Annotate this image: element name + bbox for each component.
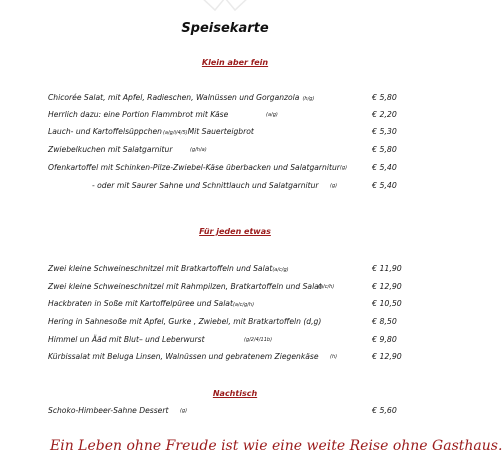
item-allergen: (a/c/g/h) [232,302,255,308]
item-name: Lauch- und Kartoffelsüppchen [48,127,162,136]
item-allergen: (a/g) [266,112,278,118]
item-allergen: (h/g) [302,96,315,102]
menu-item [48,162,400,174]
menu-item [48,405,400,417]
item-price: € 2,20 [372,110,397,119]
item-price: € 5,30 [372,127,397,136]
item-name: Zwei kleine Schweineschnitzel mit Bratkartoffeln und Salat [48,264,273,273]
item-name: Zwiebelkuchen mit Salatgarnitur [48,145,173,154]
item-allergen: (g/2/4/11b) [244,337,273,343]
section-heading-nachtisch: Nachtisch [212,389,258,398]
item-allergen: (h) [330,354,338,360]
item-name: Zwei kleine Schweineschnitzel mit Rahmpilzen, Bratkartoffeln und Salat [48,282,322,291]
menu-item [48,316,400,328]
item-price: € 12,90 [372,282,402,291]
item-name: Herrlich dazu: eine Portion Flammbrot mit Käse [48,110,229,119]
item-allergen: (g) [330,183,338,189]
item-name: Himmel un Ääd mit Blut– und Leberwurst [48,335,205,344]
item-allergen: (a/c/h) [318,284,335,290]
item-price: € 8,50 [372,317,397,326]
item-allergen: (g) [180,408,188,414]
item-price: € 9,80 [372,335,397,344]
menu-item [48,281,400,293]
footer-quote: Ein Leben ohne Freude ist wie eine weite Reise ohne Gasthaus. [50,438,502,454]
item-price: € 5,60 [372,406,397,415]
menu-item [48,298,400,310]
item-price: € 10,50 [372,299,402,308]
item-name: Hackbraten in Soße mit Kartoffelpüree und Salat [48,299,233,308]
item-name: Chicorée Salat, mit Apfel, Radieschen, Walnüssen und Gorganzola [48,93,300,102]
menu-item [48,144,400,156]
item-price: € 5,80 [372,93,397,102]
menu-item [48,180,400,192]
item-price: € 5,40 [372,181,397,190]
item-name: Hering in Sahnesoße mit Apfel, Gurke , Zwiebel, mit Bratkartoffeln (d,g) [48,317,322,326]
item-price: € 5,80 [372,145,397,154]
menu-item [48,263,400,275]
item-name: - oder mit Saurer Sahne und Schnittlauch und Salatgarnitur [92,181,319,190]
item-price: € 11,90 [372,264,402,273]
logo-watermark-icon [195,0,255,12]
menu-item [48,92,400,104]
menu-item [48,126,400,138]
item-name: Schoko-Himbeer-Sahne Dessert [48,406,169,415]
item-name: Kürbissalat mit Beluga Linsen, Walnüssen und gebratenem Ziegenkäse [48,352,319,361]
item-allergen: (g) [340,165,348,171]
item-allergen: (a/g/i/4/5) [162,130,188,136]
page-title: Speisekarte [181,21,269,36]
item-price: € 5,40 [372,163,397,172]
item-allergen: (g/h/a) [190,147,207,153]
section-heading-fuer-jeden-etwas: Für jeden etwas [199,227,271,236]
item-name: Ofenkartoffel mit Schinken-Pilze-Zwiebel-Käse überbacken und Salatgarnitur [48,163,340,172]
menu-item [48,351,400,363]
item-allergen: (a/c/g) [272,267,289,273]
section-heading-klein-aber-fein: Klein aber fein [201,58,269,67]
menu-item [48,109,400,121]
item-name-suffix: Mit Sauerteigbrot [187,127,254,136]
item-price: € 12,90 [372,352,402,361]
menu-item [48,334,400,346]
